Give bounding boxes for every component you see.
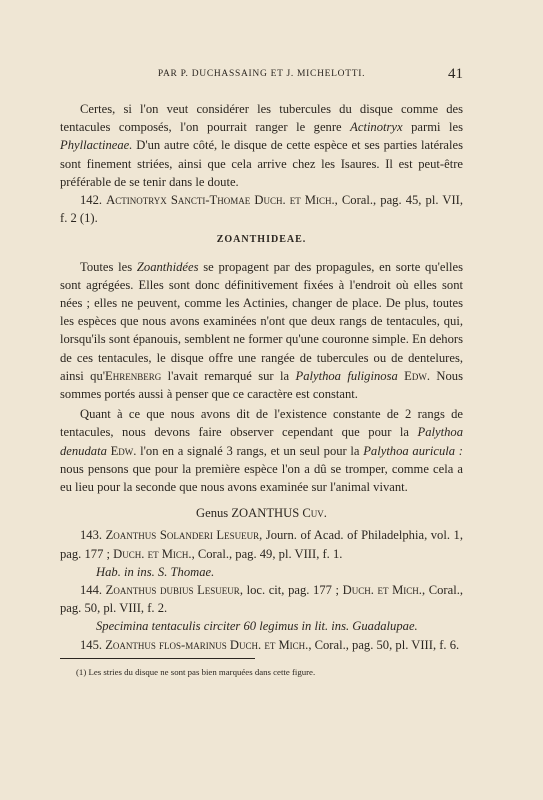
species-name: Zoanthus dubius xyxy=(105,583,194,598)
species-name: Zoanthus Solanderi xyxy=(105,528,213,543)
species-entry-144: 144. Zoanthus dubius Lesueur, loc. cit, pag. 177 ; Duch. et Mich., Coral., pag. 50, pl. VIII, f. 2. xyxy=(60,583,464,616)
footnote-divider xyxy=(60,658,255,659)
species-entry-143: 143. Zoanthus Solanderi Lesueur, Journ. of Acad. of Philadelphia, vol. 1, pag. 177 ; Duch. et Mich., Coral., pag. 49, pl. VIII, f. 1. xyxy=(60,528,463,561)
species-entry-145: 145. Zoanthus flos-marinus Duch. et Mich., Coral., pag. 50, pl. VIII, f. 6. xyxy=(80,637,460,652)
footnote: (1) Les stries du disque ne sont pas bien marquées dans cette figure. xyxy=(76,667,316,677)
paragraph-actinotryx-discussion: Certes, si l'on veut considérer les tubercules du disque comme des tentacules composés, l'on pourrait ranger le genre Actinotryx parmi les Phyllactineae. D'un autre côté, le disque de cette espèce et ses parties latérales sont finement striées, ainsi que cela arrive chez les Isaures. Il est peut-être préférable de se tenir dans le doute. xyxy=(60,102,463,189)
running-title: PAR P. DUCHASSAING ET J. MICHELOTTI. xyxy=(157,69,366,79)
page-body xyxy=(60,100,463,654)
paragraph-tentacle-rows: Quant à ce que nous avons dit de l'existence constante de 2 rangs de tentacules, nous devons faire observer cependant que pour la Palythoa denudata Edw. l'on en a signalé 3 rangs, et un seul pour la Palythoa auricula : nous pensons que pour la première espèce l'on a dû se tromper, comme cela a eu lieu pour la seconde que nous avons examinée sur l'animal vivant. xyxy=(60,407,463,495)
species-name: Zoanthus flos-marinus xyxy=(105,637,227,652)
paragraph-zoanthidees: Toutes les Zoanthidées se propagent par des propagules, en sorte qu'elles sont agrégées. Elles sont donc définitivement fixées à l'endroit où elles sont nées ; elles ne peuvent, comme les Actinies, changer de place. De plus, toutes les espèces que nous avons examinées n'ont que deux rangs de tentacules, qui, lorsqu'ils sont épanouis, semblent ne former qu'une couronne simple. En dehors de ces tentacules, le disque offre une rangée de tubercules ou de dentelures, ainsi qu'Ehrenberg l'avait remarqué sur la Palythoa fuliginosa Edw. Nous sommes portés aussi à penser que ce caractère est constant. xyxy=(60,259,464,402)
section-title-zoanthideae: ZOANTHIDEAE. xyxy=(216,234,307,246)
page-number: 41 xyxy=(448,66,463,82)
habitat-note-144: Specimina tentaculis circiter 60 legimus in lit. ins. Guadalupae. xyxy=(96,619,418,634)
group-phyllactineae: Phyllactineae. xyxy=(60,138,133,153)
habitat-note-143: Hab. in ins. S. Thomae. xyxy=(96,564,215,579)
species-name: Actinotryx Sancti-Thomae xyxy=(106,193,251,208)
genus-actinotryx: Actinotryx xyxy=(350,120,403,135)
genus-heading: Genus ZOANTHUS Cuv. xyxy=(196,506,327,521)
species-entry-142: 142. Actinotryx Sancti-Thomae Duch. et Mich., Coral., pag. 45, pl. VII, f. 2 (1). xyxy=(60,193,464,226)
page-header xyxy=(60,66,463,86)
